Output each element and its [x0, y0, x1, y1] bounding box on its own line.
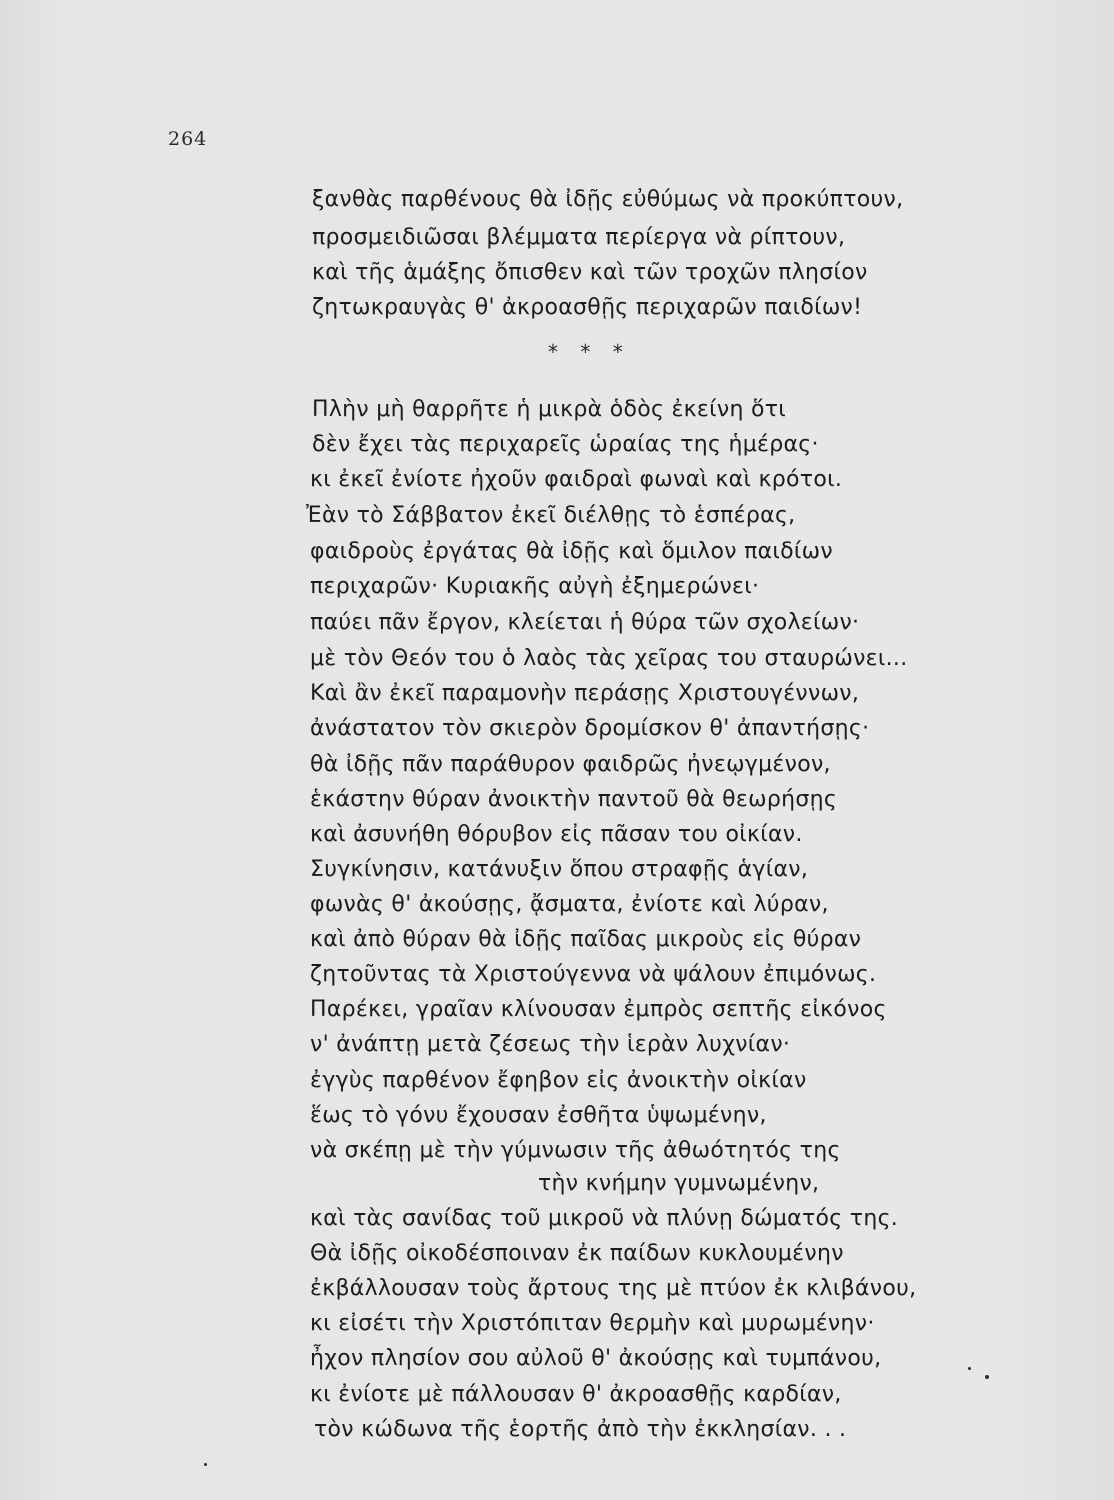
poem-line: καὶ τῆς ἁμάξης ὄπισθεν καὶ τῶν τροχῶν πλησίον — [312, 260, 868, 285]
poem-line: καὶ ἀπὸ θύραν θὰ ἰδῇς παῖδας μικροὺς εἰς θύραν — [310, 927, 862, 952]
poem-line: ἕως τὸ γόνυ ἔχουσαν ἐσθῆτα ὑψωμένην, — [310, 1103, 767, 1128]
poem-line: ζητοῦντας τὰ Χριστούγεννα νὰ ψάλουν ἐπιμόνως. — [310, 962, 877, 987]
poem-line: περιχαρῶν· Κυριακῆς αὐγὴ ἐξημερώνει· — [310, 574, 760, 599]
poem-line: παύει πᾶν ἔργον, κλείεται ἡ θύρα τῶν σχολείων· — [310, 610, 860, 635]
print-speck — [204, 1463, 207, 1466]
poem-line: ἑκάστην θύραν ἀνοικτὴν παντοῦ θὰ θεωρήσῃς — [310, 787, 838, 812]
poem-line: φαιδροὺς ἐργάτας θὰ ἰδῇς καὶ ὅμιλον παιδίων — [310, 539, 833, 564]
poem-line: δὲν ἔχει τὰς περιχαρεῖς ὡραίας της ἡμέρας· — [312, 432, 819, 457]
poem-line: κι ἐκεῖ ἐνίοτε ἠχοῦν φαιδραὶ φωναὶ καὶ κρότοι. — [310, 467, 843, 492]
print-speck — [968, 1367, 971, 1370]
poem-line: Πλὴν μὴ θαρρῆτε ἡ μικρὰ ὁδὸς ἐκείνη ὅτι — [312, 397, 787, 422]
poem-line: ν' ἀνάπτῃ μετὰ ζέσεως τὴν ἱερὰν λυχνίαν· — [310, 1032, 791, 1057]
poem-line: νὰ σκέπῃ μὲ τὴν γύμνωσιν τῆς ἀθωότητός της — [310, 1138, 841, 1163]
poem-line: τὸν κώδωνα τῆς ἑορτῆς ἀπὸ τὴν ἐκκλησίαν. . . — [314, 1417, 847, 1442]
section-separator: * * * — [548, 340, 631, 364]
poem-line: Συγκίνησιν, κατάνυξιν ὅπου στραφῇς ἁγίαν, — [310, 857, 809, 882]
poem-line: κι ἐνίοτε μὲ πάλλουσαν θ' ἀκροασθῇς καρδίαν, — [310, 1382, 842, 1407]
poem-line: ἀνάστατον τὸν σκιερὸν δρομίσκον θ' ἀπαντήσῃς· — [310, 716, 870, 741]
poem-line: ἦχον πλησίον σου αὐλοῦ θ' ἀκούσῃς καὶ τυμπάνου, — [310, 1346, 882, 1371]
poem-line: καὶ τὰς σανίδας τοῦ μικροῦ νὰ πλύνῃ δώματός της. — [310, 1206, 899, 1231]
poem-line: προσμειδιῶσαι βλέμματα περίεργα νὰ ρίπτουν, — [312, 225, 846, 250]
poem-line: Θὰ ἰδῇς οἰκοδέσποιναν ἐκ παίδων κυκλουμένην — [310, 1241, 844, 1266]
poem-line: ἐγγὺς παρθένον ἔφηβον εἰς ἀνοικτὴν οἰκίαν — [310, 1068, 807, 1093]
poem-line: Ἐὰν τὸ Σάββατον ἐκεῖ διέλθῃς τὸ ἑσπέρας, — [306, 503, 796, 528]
poem-line: μὲ τὸν Θεόν του ὁ λαὸς τὰς χεῖρας του σταυρώνει... — [310, 646, 908, 671]
poem-line: Καὶ ἂν ἐκεῖ παραμονὴν περάσῃς Χριστουγέννων, — [310, 681, 860, 706]
poem-line: θὰ ἰδῇς πᾶν παράθυρον φαιδρῶς ἠνεῳγμένον, — [310, 752, 831, 777]
poem-line: κι εἰσέτι τὴν Χριστόπιταν θερμὴν καὶ μυρωμένην· — [310, 1311, 875, 1336]
page-number: 264 — [168, 128, 208, 150]
poem-line: ζητωκραυγὰς θ' ἀκροασθῇς περιχαρῶν παιδίων! — [312, 295, 863, 320]
poem-line: Παρέκει, γραῖαν κλίνουσαν ἐμπρὸς σεπτῆς εἰκόνος — [310, 997, 887, 1022]
poem-line-indented: τὴν κνήμην γυμνωμένην, — [538, 1171, 820, 1196]
poem-line: ξανθὰς παρθένους θὰ ἰδῇς εὐθύμως νὰ προκύπτουν, — [312, 187, 904, 212]
print-speck — [985, 1375, 989, 1379]
poem-line: καὶ ἀσυνήθη θόρυβον εἰς πᾶσαν του οἰκίαν. — [310, 822, 803, 847]
poem-line: ἐκβάλλουσαν τοὺς ἄρτους της μὲ πτύον ἐκ κλιβάνου, — [310, 1276, 917, 1301]
poem-line: φωνὰς θ' ἀκούσῃς, ᾄσματα, ἐνίοτε καὶ λύραν, — [310, 892, 829, 917]
